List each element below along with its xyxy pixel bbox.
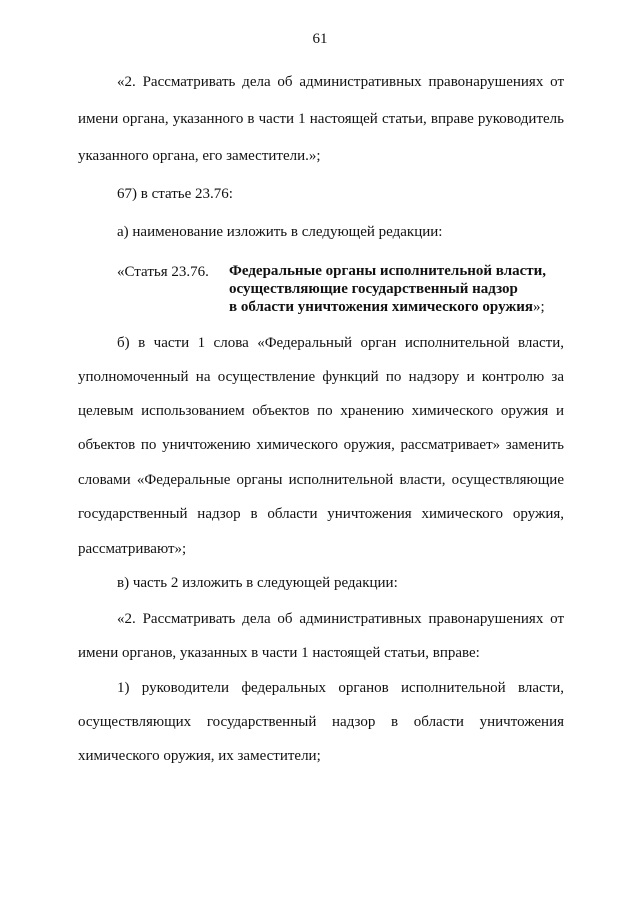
article-title-tail: »; xyxy=(533,299,545,315)
text-line: объектов по уничтожению химического оружия, рассматривает» заменить xyxy=(78,437,564,453)
article-label: «Статья 23.76. xyxy=(117,264,209,280)
text-line: химического оружия, их заместители; xyxy=(78,748,321,764)
text-line: имени органа, указанного в части 1 настоящей статьи, вправе руководитель xyxy=(78,111,564,127)
text-line: уполномоченный на осуществление функций по надзору и контролю за xyxy=(78,369,564,385)
text-line: в) часть 2 изложить в следующей редакции: xyxy=(117,575,398,591)
text-line: государственный надзор в области уничтожения химического оружия, xyxy=(78,506,564,522)
article-title-line: осуществляющие государственный надзор xyxy=(229,281,518,297)
text-line: 67) в статье 23.76: xyxy=(117,186,233,202)
text-line: целевым использованием объектов по хранению химического оружия и xyxy=(78,403,564,419)
text-line: а) наименование изложить в следующей редакции: xyxy=(117,224,443,240)
article-title-line xyxy=(229,298,545,316)
text-line: указанного органа, его заместители.»; xyxy=(78,148,321,164)
text-line: осуществляющих государственный надзор в области уничтожения xyxy=(78,714,564,730)
text-line: 1) руководители федеральных органов исполнительной власти, xyxy=(117,680,564,696)
text-line: «2. Рассматривать дела об административных правонарушениях от xyxy=(117,611,564,627)
page-number: 61 xyxy=(312,31,328,47)
text-line: имени органов, указанных в части 1 настоящей статьи, вправе: xyxy=(78,645,480,661)
text-line: словами «Федеральные органы исполнительной власти, осуществляющие xyxy=(78,472,564,488)
article-title-text: в области уничтожения химического оружия xyxy=(229,299,534,315)
text-line: рассматривают»; xyxy=(78,541,187,557)
text-line: б) в части 1 слова «Федеральный орган исполнительной власти, xyxy=(117,335,564,351)
text-line: «2. Рассматривать дела об административных правонарушениях от xyxy=(117,74,564,90)
article-title-line: Федеральные органы исполнительной власти, xyxy=(229,263,547,279)
